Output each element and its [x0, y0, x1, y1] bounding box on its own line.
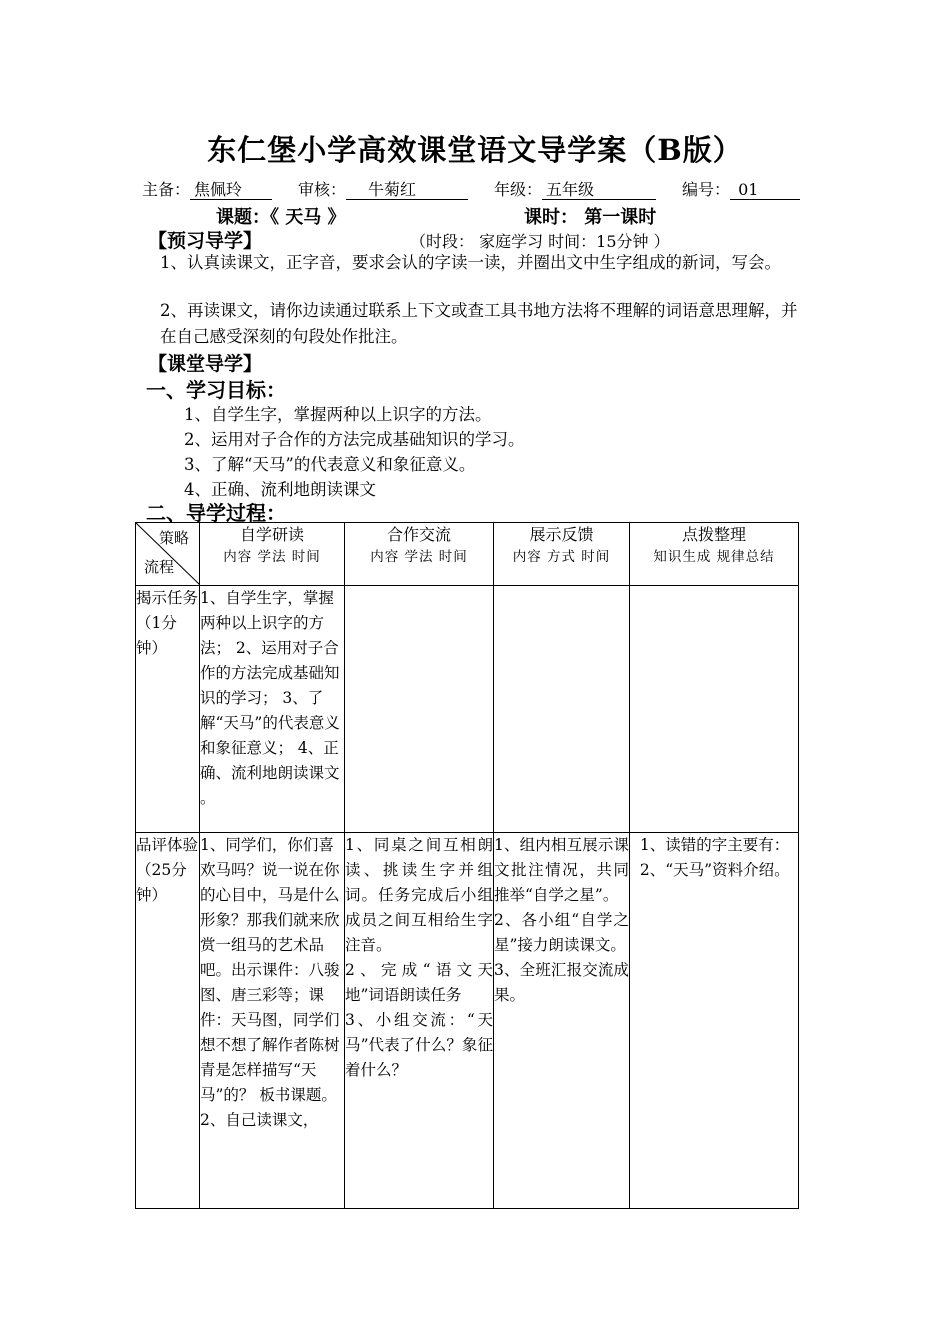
table-header-row [136, 523, 799, 586]
cooperate-cell [345, 586, 494, 833]
preview-note: （时段： 家庭学习 时间：15分钟 ） [410, 232, 670, 251]
column-title: 点拨整理 [681, 525, 746, 544]
summary-cell: 1、读错的字主要有： 2、“天马”资料介绍。 [630, 833, 799, 1209]
table-row [136, 586, 799, 833]
feedback-cell: 1、组内相互展示课文批注情况，共同推举“自学之星”。 2、各小组“自学之星”接力朗读课文。 3、全班汇报交流成果。 [494, 833, 630, 1209]
reviewer-value: 牛菊红 [346, 181, 468, 200]
column-title: 合作交流 [386, 525, 451, 544]
goal-item-2: 2、运用对子合作的方法完成基础知识的学习。 [184, 430, 525, 449]
table-row [136, 833, 799, 1209]
process-table [135, 522, 799, 1209]
number-label: 编号： [682, 180, 731, 199]
corner-bottom-label: 流程 [144, 558, 175, 576]
goal-item-3: 3、了解“天马”的代表意义和象征意义。 [184, 455, 476, 474]
grade-value: 五年级 [542, 181, 656, 200]
document-title: 东仁堡小学高效课堂语文导学案（B版） [207, 133, 743, 167]
course-lesson: 课时： 第一课时 [524, 207, 657, 228]
course-topic: 课题：《 天马 》 [216, 207, 346, 228]
process-heading: 二、导学过程： [146, 501, 286, 525]
column-header [494, 523, 630, 586]
cooperate-cell: 1、同桌之间互相朗读、挑读生字并组词。任务完成后小组成员之间互相给生字注音。 2、完成“语文天地”词语朗读任务 3、小组交流：“天马”代表了什么？象征着什么？ [345, 833, 494, 1209]
column-header [345, 523, 494, 586]
preview-item-2: 2、再读课文，请你边读通过联系上下文或查工具书地方法将不理解的词语意思理解，并在自己感受深刻的句段处作批注。 [160, 301, 798, 346]
self-study-cell: 1、同学们，你们喜欢马吗？说一说在你的心目中，马是什么形象？那我们就来欣赏一组马的艺术品吧。出示课件：八骏图、唐三彩等；课件：天马图，同学们想不想了解作者陈树青是怎样描写“天马”的？ 板书课题。 2、自己读课文， [200, 833, 345, 1209]
column-title: 自学研读 [239, 525, 304, 544]
author-value: 焦佩玲 [190, 181, 272, 200]
corner-top-label: 策略 [158, 529, 189, 547]
column-header [630, 523, 799, 586]
feedback-cell [494, 586, 630, 833]
author-label: 主备： [142, 180, 191, 199]
goals-heading: 一、学习目标： [146, 378, 286, 402]
column-subtitle: 知识生成 规律总结 [653, 549, 775, 565]
stage-cell: 揭示任务（1分钟） [136, 586, 200, 833]
goal-item-4: 4、正确、流利地朗读课文 [184, 480, 376, 499]
meta-line [142, 177, 800, 200]
classroom-heading: 【课堂导学】 [148, 353, 263, 375]
corner-cell [136, 523, 200, 586]
column-title: 展示反馈 [529, 525, 594, 544]
summary-cell [630, 586, 799, 833]
preview-heading: 【预习导学】 [148, 230, 263, 252]
reviewer-label: 审核： [298, 180, 347, 199]
number-value: 01 [730, 181, 800, 200]
self-study-cell: 1、自学生字，掌握两种以上识字的方法； 2、运用对子合作的方法完成基础知识的学习； 3、了解“天马”的代表意义和象征意义； 4、正确、流利地朗读课文 。 [200, 586, 345, 833]
column-header [200, 523, 345, 586]
goal-item-1: 1、自学生字，掌握两种以上识字的方法。 [184, 405, 492, 424]
column-subtitle: 内容 学法 时间 [370, 549, 468, 565]
stage-cell: 品评体验（25分钟） [136, 833, 200, 1209]
column-subtitle: 内容 学法 时间 [223, 549, 321, 565]
grade-label: 年级： [494, 180, 543, 199]
column-subtitle: 内容 方式 时间 [512, 549, 611, 565]
preview-item-1: 1、认真读课文，正字音，要求会认的字读一读，并圈出文中生字组成的新词，写会。 [160, 253, 781, 272]
